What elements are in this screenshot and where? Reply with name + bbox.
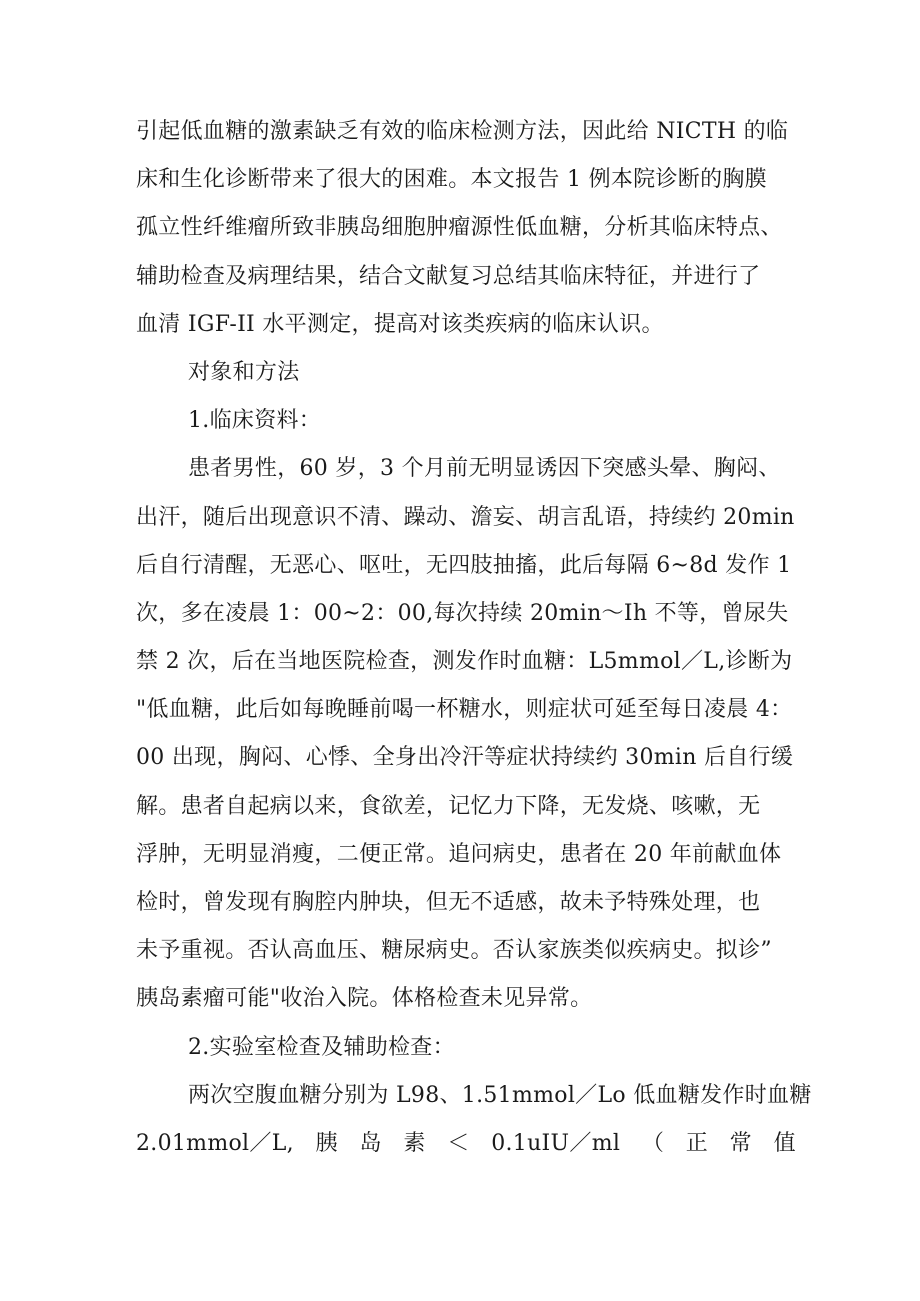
text-line: 浮肿，无明显消瘦，二便正常。追问病史，患者在 20 年前献血体 [136,841,782,867]
text-fragment: 胰 [315,1130,338,1156]
section-heading: 对象和方法 [188,359,300,385]
text-line: 孤立性纤维瘤所致非胰岛细胞肿瘤源性低血糖，分析其临床特点、 [136,215,783,241]
text-line: 检时，曾发现有胸腔内肿块，但无不适感，故未予特殊处理，也 [136,890,761,915]
text-line: 后自行清醒，无恶心、呕吐，无四肢抽搐，此后每隔 6~8d 发作 1 [136,552,792,578]
body-text [136,108,812,1168]
text-line: 两次空腹血糖分别为 L98、1.51mmol／Lo 低血糖发作时血糖 [188,1082,812,1108]
text-line: 00 出现，胸闷、心悸、全身出冷汗等症状持续约 30min 后自行缓 [136,745,794,771]
text-line: 血清 IGF-II 水平测定，提高对该类疾病的临床认识。 [136,311,664,337]
text-fragment: ＜ [447,1130,470,1156]
text-line: 引起低血糖的激素缺乏有效的临床检测方法，因此给 NICTH 的临 [136,119,789,144]
text-line: 辅助检查及病理结果，结合文献复习总结其临床特征，并进行了 [136,263,761,289]
text-fragment: 常 [729,1130,752,1156]
text-fragment: 2.01mmol／L, [136,1130,294,1156]
text-fragment: 岛 [359,1130,382,1156]
subsection-heading: 1.临床资料： [188,408,322,434]
text-fragment: 值 [773,1130,796,1156]
text-line: "低血糖，此后如每晚睡前喝一杯糖水，则症状可延至每日凌晨 4： [136,697,793,723]
text-fragment: 正 [685,1130,709,1156]
text-line: 次，多在凌晨 1：00~2：00,每次持续 20min～Ih 不等，曾尿失 [136,600,789,626]
text-line: 患者男性，60 岁，3 个月前无明显诱因下突感头晕、胸闷、 [188,456,781,482]
text-fragment: 素 [403,1130,426,1156]
text-line: 出汗，随后出现意识不清、躁动、澹妄、胡言乱语，持续约 20min [136,504,795,530]
text-line: 胰岛素瘤可能"收治入院。体格检查未见异常。 [136,986,593,1012]
text-fragment: 0.1uIU／ml [491,1130,621,1156]
text-fragment: （ [641,1130,665,1156]
text-line-justified [136,1120,796,1168]
text-line: 床和生化诊断带来了很大的困难。本文报告 1 例本院诊断的胸膜 [136,167,767,193]
text-line: 未予重视。否认高血压、糖尿病史。否认家族类似疾病史。拟诊” [136,938,772,964]
subsection-heading: 2.实验室检查及辅助检查： [188,1034,455,1060]
text-line: 禁 2 次，后在当地医院检查，测发作时血糖：L5mmol／L,诊断为 [136,649,793,675]
text-line: 解。患者自起病以来，食欲差，记忆力下降，无发烧、咳嗽，无 [136,793,761,819]
